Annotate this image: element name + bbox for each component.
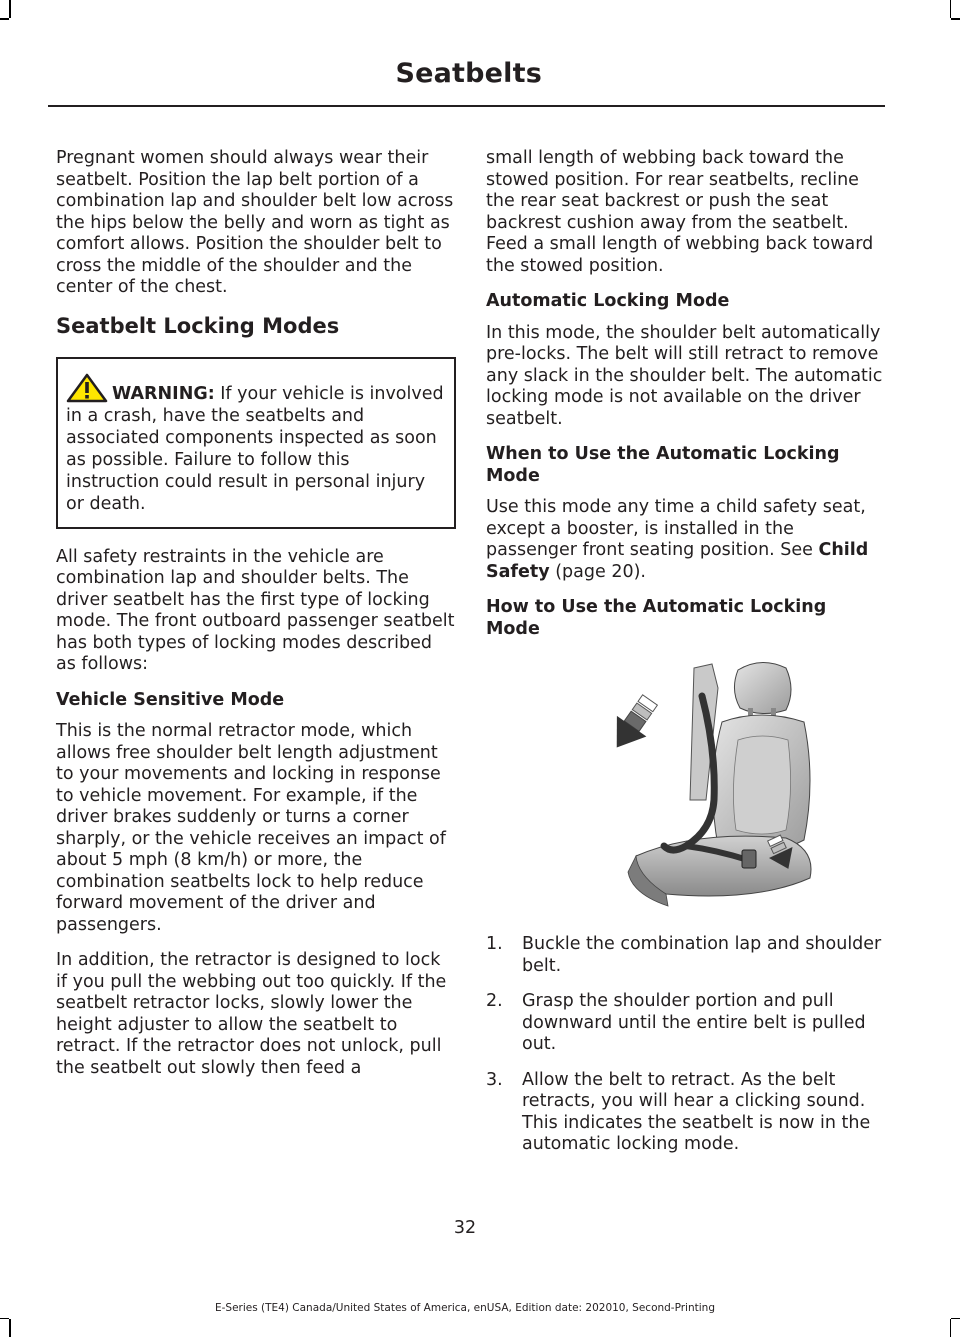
when-paragraph — [486, 497, 884, 583]
child-safety-link[interactable]: Child Safety — [486, 540, 869, 582]
list-item: 3. Allow the belt to retract. As the belt retracts, you will hear a clicking sound. This indicates the seatbelt is now in the automatic locking mode. — [486, 1069, 871, 1154]
page-number: 32 — [453, 1218, 477, 1238]
left-column — [56, 148, 456, 1093]
vsm-heading: Vehicle Sensitive Mode — [56, 689, 285, 710]
alm-heading: Automatic Locking Mode — [486, 291, 730, 311]
steps-list — [486, 934, 884, 1156]
seat-illustration — [486, 650, 884, 920]
warning-text: If your vehicle is involved in a crash, have the seatbelts and associated components inspected as soon as possible. Failure to follow this instruction could result in personal injury or death. — [66, 383, 444, 514]
page-title: Seatbelts — [395, 58, 542, 89]
warning-box — [56, 357, 456, 529]
crop-mark — [0, 18, 9, 20]
when-text: Use this mode any time a child safety seat, except a booster, is installed in the passenger front seating position. See — [486, 497, 866, 560]
continuation-paragraph: small length of webbing back toward the stowed position. For rear seatbelts, recline the rear seat backrest or push the seat backrest cushion away from the seatbelt. Feed a small length of webbing back toward the stowed position. — [486, 148, 874, 276]
footer-text: E-Series (TE4) Canada/United States of America, enUSA, Edition date: 202010, Second-Printing — [214, 1302, 715, 1314]
list-item: 1. Buckle the combination lap and shoulder belt. — [486, 934, 882, 976]
crop-mark — [9, 0, 11, 18]
crop-mark — [0, 1318, 9, 1320]
warning-triangle-icon — [66, 373, 108, 403]
intro-paragraph: Pregnant women should always wear their seatbelt. Position the lap belt portion of a combination lap and shoulder belt low across the hips below the belly and worn as tight as comfort allows. Position the shoulder belt to cross the middle of the shoulder and the center of the chest. — [56, 148, 454, 297]
vsm-paragraph-2: In addition, the retractor is designed to lock if you pull the webbing out too quickly. If the seatbelt retractor locks, slowly lower the height adjuster to allow the seatbelt to retract. If the retractor does not unlock, pull the seatbelt out slowly then feed a — [56, 950, 447, 1078]
when-page-ref: (page 20). — [549, 561, 646, 582]
list-item: 2. Grasp the shoulder portion and pull downward until the entire belt is pulled out. — [486, 991, 866, 1054]
crop-mark — [950, 1319, 952, 1337]
crop-mark — [9, 1319, 11, 1337]
crop-mark — [951, 18, 960, 20]
right-column — [486, 148, 884, 1170]
section-heading: Seatbelt Locking Modes — [56, 313, 340, 338]
alm-paragraph: In this mode, the shoulder belt automatically pre-locks. The belt will still retract to remove any slack in the shoulder belt. The automatic locking mode is not available on the driver seatbelt. — [486, 322, 883, 429]
header-rule — [48, 105, 885, 107]
vsm-paragraph-1: This is the normal retractor mode, which allows free shoulder belt length adjustment to your movements and locking in response to vehicle movement. For example, if the driver brakes suddenly or turns a corner sharply, or the vehicle receives an impact of about 5 mph (8 km/h) or more, the combination seatbelts lock to help reduce forward movement of the driver and passengers. — [56, 721, 446, 935]
crop-mark — [951, 1318, 960, 1320]
restraints-paragraph: All safety restraints in the vehicle are combination lap and shoulder belts. The driver seatbelt has the first type of locking mode. The front outboard passenger seatbelt has both types of locking modes described as follows: — [56, 546, 455, 674]
crop-mark — [950, 0, 952, 18]
when-heading: When to Use the Automatic Locking Mode — [486, 444, 840, 486]
warning-label: WARNING: — [112, 383, 215, 404]
how-heading: How to Use the Automatic Locking Mode — [486, 597, 827, 639]
